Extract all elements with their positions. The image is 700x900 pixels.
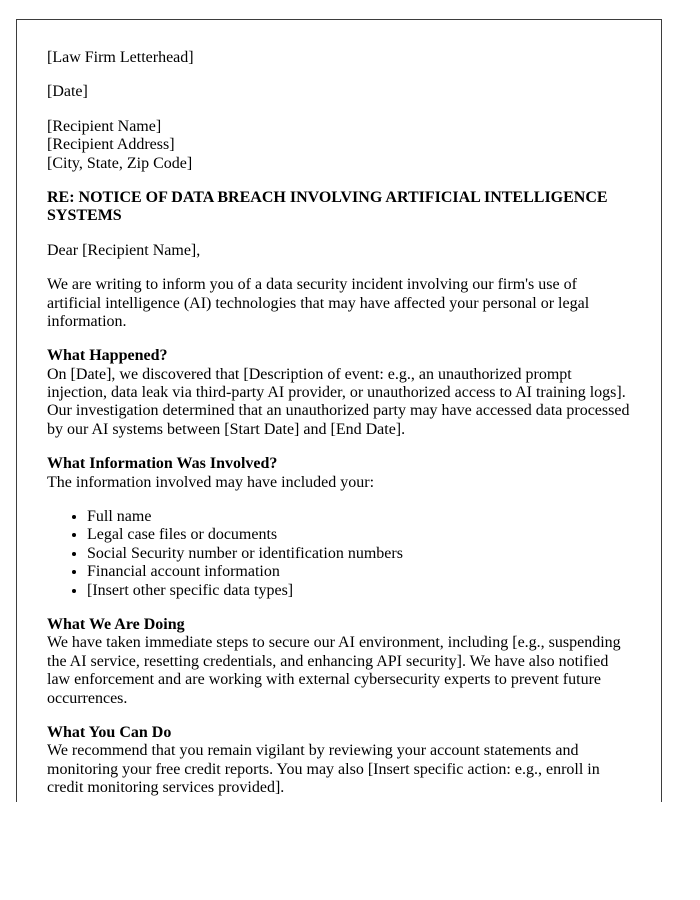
section-what-information	[47, 455, 631, 492]
section-body-what-information: The information involved may have included your:	[47, 473, 375, 491]
section-what-you-can-do	[47, 724, 631, 798]
list-item: • [Insert other specific data types]	[87, 582, 631, 600]
list-item: • Legal case files or documents	[87, 526, 631, 544]
intro-paragraph: We are writing to inform you of a data security incident involving our firm's use of artificial intelligence (AI) technologies that may have affected your personal or legal information.	[47, 276, 590, 330]
recipient-name-placeholder: [Recipient Name]	[47, 117, 162, 135]
letter-document	[16, 19, 662, 802]
section-heading-what-happened: What Happened?	[47, 347, 168, 365]
section-heading-what-you-can-do: What You Can Do	[47, 723, 172, 741]
information-involved-list	[47, 508, 631, 600]
salutation: Dear [Recipient Name],	[47, 241, 201, 259]
recipient-city-state-zip-placeholder: [City, State, Zip Code]	[47, 154, 193, 172]
recipient-address-placeholder: [Recipient Address]	[47, 136, 175, 154]
section-what-happened	[47, 347, 631, 439]
letterhead-placeholder: [Law Firm Letterhead]	[47, 49, 194, 66]
list-item: • Financial account information	[87, 563, 631, 581]
subject-line: RE: NOTICE OF DATA BREACH INVOLVING ARTIFICIAL INTELLIGENCE SYSTEMS	[47, 188, 608, 225]
list-item: • Social Security number or identification numbers	[87, 545, 631, 563]
recipient-block	[47, 118, 631, 173]
section-body-what-you-can-do: We recommend that you remain vigilant by reviewing your account statements and monitoring your free credit reports. You may also [Insert specific action: e.g., enroll in credit monitoring services provided].	[47, 742, 600, 797]
section-body-what-happened: On [Date], we discovered that [Description of event: e.g., an unauthorized prompt injection, data leak via third-party AI provider, or unauthorized access to AI training logs]. Our investigation determined that an unauthorized party may have accessed data processed by our AI systems between [Start Date] and [End Date].	[47, 365, 630, 438]
list-item: • Full name	[87, 508, 631, 526]
section-body-what-we-are-doing: We have taken immediate steps to secure our AI environment, including [e.g., suspending the AI service, resetting credentials, and enhancing API security]. We have also notified law enforcement and are working with external cybersecurity experts to prevent future occurrences.	[47, 634, 621, 707]
date-placeholder: [Date]	[47, 83, 88, 101]
section-heading-what-information: What Information Was Involved?	[47, 455, 278, 473]
section-heading-what-we-are-doing: What We Are Doing	[47, 615, 185, 633]
section-what-we-are-doing	[47, 616, 631, 708]
